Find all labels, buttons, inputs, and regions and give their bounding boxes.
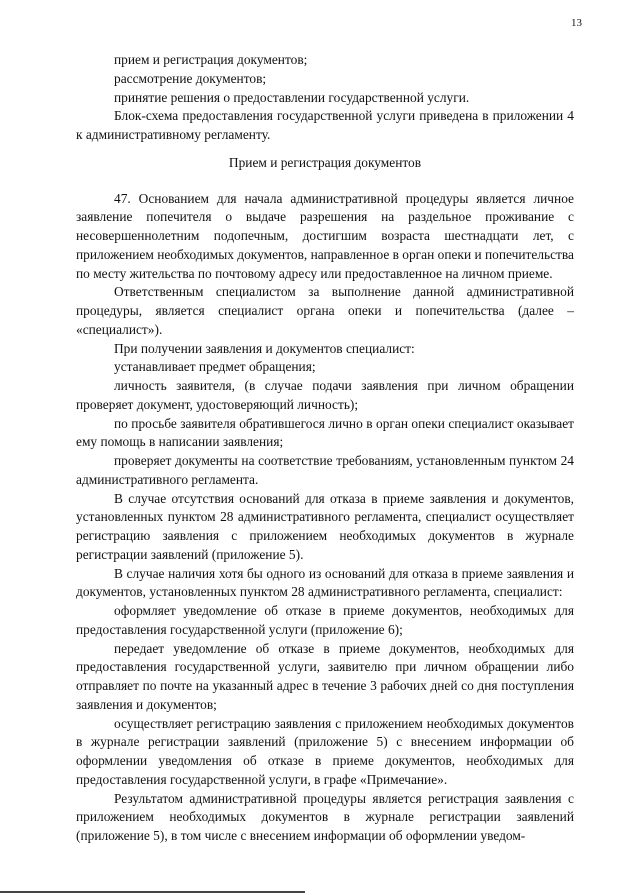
paragraph: устанавливает предмет обращения; [114,359,316,375]
intro-item: рассмотрение документов; [114,70,267,86]
paragraph: Ответственным специалистом за выполнение данной административной процедуры, является специалист органа опеки и попечительства (далее – «специалист»). [76,284,574,337]
paragraph: проверяет документы на соответствие требованиям, установленным пунктом 24 административного регламента. [76,453,574,487]
document-body [76,51,574,846]
paragraph: личность заявителя, (в случае подачи заявления при личном обращении проверяет документ, удостоверяющий личность); [76,378,574,412]
paragraph: по просьбе заявителя обратившегося лично в орган опеки специалист оказывает ему помощь в написании заявления; [76,415,574,450]
bottom-scan-edge [0,891,305,893]
paragraph: При получении заявления и документов специалист: [114,340,415,356]
paragraph: передает уведомление об отказе в приеме документов, необходимых для предоставления государственной услуги, заявителю при личном обращении либо отправляет по почте на указанный адрес в течение 3 рабочих дней со дня поступления заявления и документов; [76,640,574,712]
intro-item: принятие решения о предоставлении государственной услуги. [114,89,470,105]
section-title: Прием и регистрация документов [228,154,422,170]
intro-item: Блок-схема предоставления государственной услуги приведена в приложении 4 к административному регламенту. [76,108,574,142]
paragraph: осуществляет регистрацию заявления с приложением необходимых документов в журнале регистрации заявлений (приложение 5) с внесением информации об оформлении уведомления об отказе в приеме документов, необходимых для предоставления государственной услуги, в графе «Примечание». [76,715,574,787]
page-number: 13 [571,17,582,29]
paragraph: Результатом административной процедуры является регистрация заявления с приложением необходимых документов в журнале регистрации заявлений (приложение 5), в том числе с внесением информации об оформлении уведом- [76,790,574,843]
paragraph: оформляет уведомление об отказе в приеме документов, необходимых для предоставления государственной услуги (приложение 6); [76,603,574,637]
paragraph: В случае отсутствия оснований для отказа в приеме заявления и документов, установленных пунктом 28 административного регламента, специалист осуществляет регистрацию заявления с приложением необходимых документов в журнале регистрации заявлений (приложение 5). [76,490,574,562]
paragraph: В случае наличия хотя бы одного из оснований для отказа в приеме заявления и документов, установленных пунктом 28 административного регламента, специалист: [76,565,574,600]
paragraph: 47. Основанием для начала административной процедуры является личное заявление попечителя о выдаче разрешения на раздельное проживание с несовершеннолетним подопечным, достигшим возраста шестнадцати лет, с приложением необходимых документов, направленное в орган опеки и попечительства по месту жительства по почтовому адресу или предоставленное на личном приеме. [76,190,574,281]
intro-item: прием и регистрация документов; [114,52,308,67]
